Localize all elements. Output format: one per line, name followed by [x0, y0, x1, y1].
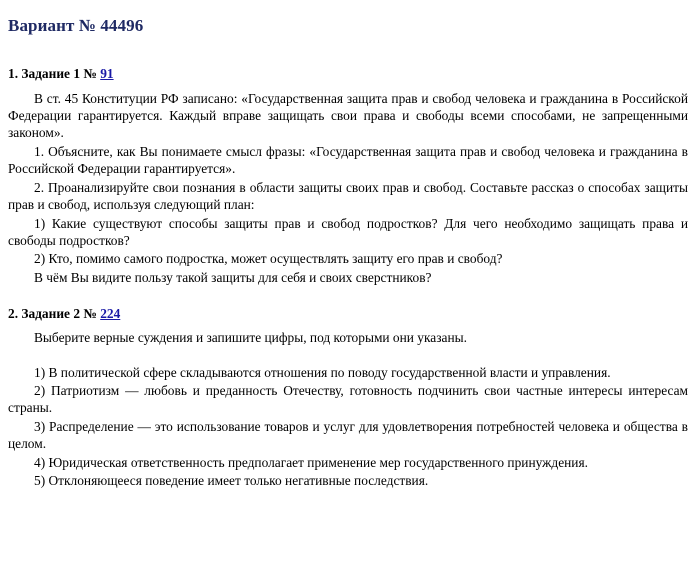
- task-2-statement-3: 3) Распределение — это использование товаров и услуг для удовлетворения потребностей человека и общества в целом.: [8, 419, 688, 452]
- task-1-header-label: 1. Задание 1 №: [8, 66, 101, 81]
- task-1-paragraph-1: В ст. 45 Конституции РФ записано: «Государственная защита прав и свобод человека и гражданина в Российской Федерации гарантируется. Каждый вправе защищать свои права и свободы всеми способами, не запрещенными законом».: [8, 91, 688, 141]
- task-1-header: [8, 66, 114, 82]
- task-2-statement-5: 5) Отклоняющееся поведение имеет только негативные последствия.: [34, 473, 429, 488]
- task-1-paragraph-2: 1. Объясните, как Вы понимаете смысл фразы: «Государственная защита прав и свобод человека и гражданина в Российской Федерации гарантируется».: [8, 144, 688, 177]
- task-2-statement-2: 2) Патриотизм — любовь и преданность Отечеству, готовность подчинить свои частные интересы интересам страны.: [8, 383, 688, 416]
- variant-title: Вариант № 44496: [8, 16, 144, 35]
- task-1-paragraph-6: В чём Вы видите пользу такой защиты для себя и своих сверстников?: [34, 270, 432, 285]
- task-2-statement-1: 1) В политической сфере складываются отношения по поводу государственной власти и управления.: [34, 365, 611, 380]
- task-1-number-link[interactable]: 91: [100, 66, 114, 81]
- task-2-header: [8, 306, 120, 322]
- task-1-paragraph-5: 2) Кто, помимо самого подростка, может осуществлять защиту его прав и свобод?: [34, 251, 503, 266]
- task-1-paragraph-4: 1) Какие существуют способы защиты прав и свобод подростков? Для чего необходимо защищать права и свободы подростков?: [8, 216, 688, 249]
- task-1-paragraph-3: 2. Проанализируйте свои познания в области защиты своих прав и свобод. Составьте рассказ о способах защиты прав и свобод, используя следующий план:: [8, 180, 688, 213]
- task-2-header-label: 2. Задание 2 №: [8, 306, 101, 321]
- task-2-statement-4: 4) Юридическая ответственность предполагает применение мер государственного принуждения.: [34, 455, 588, 470]
- task-2-number-link[interactable]: 224: [100, 306, 121, 321]
- task-2-intro: Выберите верные суждения и запишите цифры, под которыми они указаны.: [34, 330, 467, 345]
